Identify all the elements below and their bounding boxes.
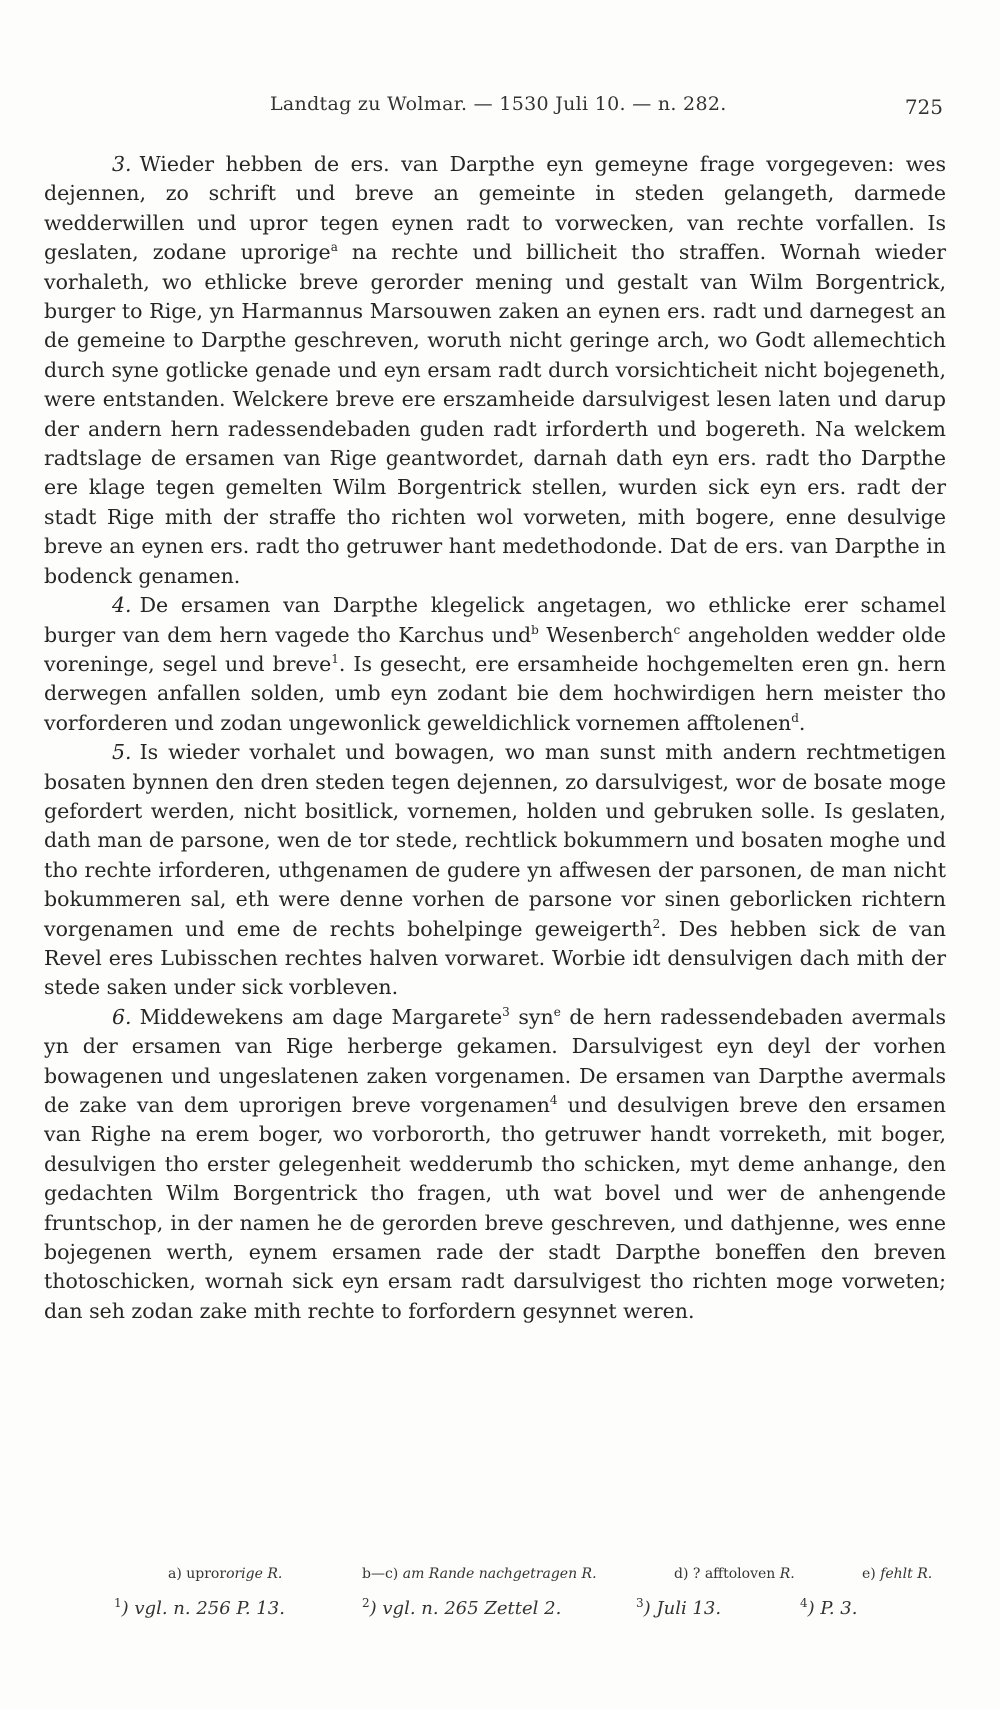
paragraph-text: Wieder hebben de ers. van Darpthe eyn gemeyne frage vorgegeven: wes dejennen, zo schrift und breve an gemeinte in steden gelangeth, darmede wedderwillen und upror tegen eynen radt to vorwecken, van rechte vorfallen. Is geslaten, zodane uprorige xyxy=(44,152,946,265)
paragraph-text: De ersamen van Darpthe klegelick angetagen, wo ethlicke erer schamel burger van dem hern vagede tho Karchus und xyxy=(44,593,946,647)
paragraph-text: Is wieder vorhalet und bowagen, wo man sunst mith andern rechtmetigen bosaten bynnen den dren steden tegen dejennen, zo darsulvigest, wor de bosate moge gefordert werden, nicht bositlick, vornemen, holden und gebruken solle. Is geslaten, dath man de parsone, wen de tor stede, rechtlick bokummern und bosaten moghe und tho rechte irforderen, uthgenamen de gudere yn affwesen der parsonen, de man nicht bokummeren sal, eth were denne vorhen de parsone vor sinen geborlicken richtern vorgenamen und eme de rechts bohelpinge geweigerth xyxy=(44,740,946,941)
critical-apparatus xyxy=(0,1566,1000,1590)
paragraph-text: na rechte und billicheit tho straffen. Wornah wieder vorhaleth, wo ethlicke breve gerorder mening und gestalt van Wilm Borgentrick, burger to Rige, yn Harmannus Marsouwen zaken an eynen ers. radt und darnegest an de gemeine to Darpthe geschreven, woruth nicht geringe arch, wo Godt allemechtich durch syne gotlicke genade und eyn ersam radt durch vorsichticheit nicht bojegeneth, were entstanden. Welckere breve ere erszamheide darsulvigest lesen laten und darup der andern hern radessendebaden guden radt irforderth und bogereth. Na welckem radtslage de ersamen van Rige geantwordet, darnah dath eyn ers. radt tho Darpthe ere klage tegen gemelten Wilm Borgentrick stellen, wurden sick eyn ers. radt der stadt Rige mith der straffe tho richten wol vorweten, mith bogere, enne desulvige breve an eynen ers. radt tho getruwer hant medethodonde. Dat de ers. van Darpthe in bodenck genamen. xyxy=(44,240,947,588)
note-marker: e xyxy=(553,1004,561,1019)
page-number: 725 xyxy=(904,95,943,119)
paragraph-text: Middewekens am dage Margarete xyxy=(139,1004,503,1029)
paragraph-3 xyxy=(44,150,946,591)
paragraph-text: . Des hebben sick de van Revel eres Lubisschen rechtes halven vorwaret. Worbie idt densulvigen dach mith der stede saken under sick vorbleven. xyxy=(44,916,946,1000)
paragraph-number: 5. xyxy=(112,740,132,765)
paragraph-number: 4. xyxy=(112,593,132,618)
paragraph-text: de hern radessendebaden avermals yn der ersamen van Rige herberge gekamen. Darsulvigest eyn deyl der vorhen bowagenen und ungeslatenen zaken vorgenamen. De ersamen van Darpthe avermals de zake van dem uprorigen breve vorgenamen xyxy=(44,1004,946,1117)
paragraph-5 xyxy=(44,738,946,1003)
apparatus-note-a: a) uprororige R. xyxy=(168,1566,283,1582)
paragraph-text: . Is gesecht, ere ersamheide hochgemelten eren gn. hern derwegen anfallen solden, umb eyn zodant bie dem hochwirdigen hern meister tho vorforderen und zodan ungewonlick geweldichlick vornemen afftolenen xyxy=(44,651,946,735)
note-marker: 2 xyxy=(652,916,661,931)
paragraph-text: angeholden wedder olde voreninge, segel und breve xyxy=(44,622,947,676)
footnote-1: $^1$) vgl. n. 256 P. 13. xyxy=(114,1596,285,1619)
note-marker: d xyxy=(791,710,799,725)
paragraph-text: . xyxy=(798,710,806,735)
note-marker: c xyxy=(673,622,681,637)
note-marker: 4 xyxy=(549,1093,558,1108)
running-title: Landtag zu Wolmar. — 1530 Juli 10. — n. 282. xyxy=(270,93,727,115)
footnote-2: $^2$) vgl. n. 265 Zettel 2. xyxy=(362,1596,562,1619)
paragraph-6 xyxy=(44,1003,946,1326)
body-text xyxy=(44,150,946,1326)
paragraph-number: 6. xyxy=(112,1004,132,1029)
paragraph-number: 3. xyxy=(112,152,132,176)
paragraph-text: syn xyxy=(509,1004,554,1029)
footnote-3: $^3$) Juli 13. xyxy=(636,1596,722,1619)
paragraph-4 xyxy=(44,591,946,738)
paragraph-text: und desulvigen breve den ersamen van Righe na erem boger, wo vorbororth, tho getruwer handt vorreketh, mit boger, desulvigen tho erster gelegenheit wedderumb tho schicken, myt deme anhange, den gedachten Wilm Borgentrick tho fragen, uth wat bovel und wer de anhengende fruntschop, in der namen he de gerorden breve geschreven, und dathjenne, wes enne bojegenen werth, eynem ersamen rade der stadt Darpthe boneffen den breven thotoschicken, wornah sick eyn ersam radt darsulvigest tho richten moge vorweten; dan seh zodan zake mith rechte to forfordern gesynnet weren. xyxy=(44,1093,946,1323)
apparatus-note-e: e) fehlt R. xyxy=(862,1566,933,1582)
note-marker: b xyxy=(531,622,539,637)
page-header xyxy=(0,93,1000,123)
footnote-4: $^4$) P. 3. xyxy=(800,1596,858,1619)
apparatus-note-b-c: b—c) am Rande nachgetragen R. xyxy=(362,1566,597,1582)
note-marker: 1 xyxy=(331,652,339,667)
note-marker: 3 xyxy=(502,1004,510,1019)
apparatus-note-d: d) ? afftoloven R. xyxy=(674,1566,795,1582)
footnotes xyxy=(0,1598,1000,1628)
paragraph-text: Wesenberch xyxy=(538,622,674,647)
note-marker: a xyxy=(330,240,338,255)
